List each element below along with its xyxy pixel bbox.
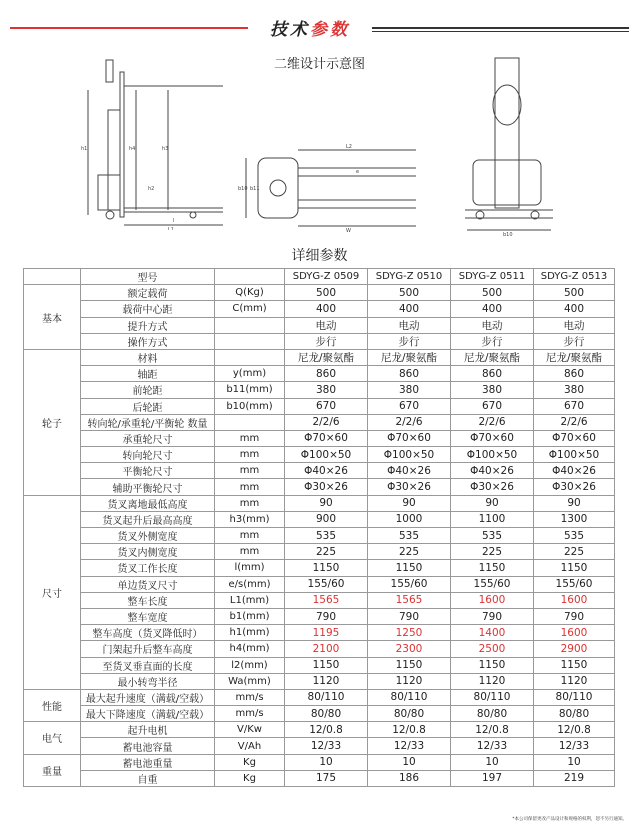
param-value: 步行 [451,333,534,349]
param-value: 90 [285,495,368,511]
param-value: 1150 [534,560,615,576]
param-unit: mm [215,495,285,511]
header-rule-left [10,27,248,29]
table-row [24,301,615,317]
param-unit: b11(mm) [215,382,285,398]
param-value: 2/2/6 [451,414,534,430]
param-value: Φ30×26 [534,479,615,495]
table-row [24,495,615,511]
param-unit: mm [215,544,285,560]
param-value: 186 [368,770,451,786]
param-value: 790 [368,608,451,624]
param-value: 12/33 [285,738,368,754]
dim-label: h1 [81,146,88,152]
param-value: 155/60 [368,576,451,592]
param-label: 货叉外侧宽度 [81,528,215,544]
table-row [24,754,615,770]
dim-label: l [173,218,175,224]
param-value: 90 [451,495,534,511]
table-row [24,625,615,641]
param-value: Φ100×50 [368,447,451,463]
param-value: 860 [451,366,534,382]
param-value: 1600 [451,592,534,608]
table-row [24,317,615,333]
param-unit: l(mm) [215,560,285,576]
table-row [24,366,615,382]
diagram-title: 二维设计示意图 [273,57,365,72]
header-rule-right [372,27,629,29]
param-value: 790 [285,608,368,624]
param-unit: mm [215,447,285,463]
param-value: 225 [285,544,368,560]
param-value: Φ100×50 [534,447,615,463]
param-value: 1250 [368,625,451,641]
dim-label: e [356,169,360,175]
param-label: 最大下降速度（满载/空载） [81,706,215,722]
param-unit: y(mm) [215,366,285,382]
param-label: 整车长度 [81,592,215,608]
param-unit: C(mm) [215,301,285,317]
param-unit [215,317,285,333]
param-value: 1400 [451,625,534,641]
param-value: 2/2/6 [285,414,368,430]
param-value: Φ70×60 [451,430,534,446]
param-value: 90 [534,495,615,511]
dim-label: b10 [503,232,513,238]
param-label: 最小转弯半径 [81,673,215,689]
param-unit: mm [215,528,285,544]
param-value: 80/80 [368,706,451,722]
param-label: 货叉起升后最高高度 [81,511,215,527]
param-value: 10 [285,754,368,770]
param-label: 转向轮/承重轮/平衡轮 数量 [81,414,215,430]
param-label: 整车宽度 [81,608,215,624]
param-value: Φ100×50 [285,447,368,463]
param-value: 1600 [534,625,615,641]
param-unit: mm/s [215,706,285,722]
param-value: 电动 [534,317,615,333]
param-value: 790 [534,608,615,624]
param-value: 1565 [285,592,368,608]
table-row [24,511,615,527]
param-value: 535 [451,528,534,544]
param-value: Φ100×50 [451,447,534,463]
param-label: 蓄电池容量 [81,738,215,754]
param-value: 12/0.8 [451,722,534,738]
param-unit: b10(mm) [215,398,285,414]
param-label: 前轮距 [81,382,215,398]
section-name: 轮子 [24,349,81,495]
param-value: 380 [285,382,368,398]
header-cell [215,269,285,285]
table-row [24,382,615,398]
dim-label: b11 [250,186,260,192]
param-value: 电动 [285,317,368,333]
front-view-drawing [455,50,565,238]
param-unit: b1(mm) [215,608,285,624]
param-label: 整车高度（货叉降低时） [81,625,215,641]
table-row [24,479,615,495]
param-unit: Q(Kg) [215,285,285,301]
param-value: 400 [451,301,534,317]
param-value: 步行 [534,333,615,349]
param-value: 175 [285,770,368,786]
param-value: Φ40×26 [368,463,451,479]
param-value: Φ40×26 [534,463,615,479]
param-value: 155/60 [451,576,534,592]
param-value: 电动 [368,317,451,333]
table-row [24,463,615,479]
param-value: 2100 [285,641,368,657]
param-label: 材料 [81,349,215,365]
dim-label: L2 [346,144,352,150]
table-row [24,608,615,624]
param-value: 1600 [534,592,615,608]
param-unit: mm/s [215,689,285,705]
param-value: Φ40×26 [285,463,368,479]
param-value: 1150 [451,657,534,673]
param-value: 155/60 [534,576,615,592]
param-value: 1150 [534,657,615,673]
param-value: 400 [534,301,615,317]
section-name: 性能 [24,689,81,721]
param-unit: V/Ah [215,738,285,754]
table-row [24,333,615,349]
param-value: 380 [368,382,451,398]
param-value: 860 [285,366,368,382]
table-row [24,430,615,446]
param-value: 790 [451,608,534,624]
param-value: 500 [368,285,451,301]
param-unit: mm [215,479,285,495]
param-label: 后轮距 [81,398,215,414]
param-value: 1150 [368,657,451,673]
table-row [24,544,615,560]
param-value: 1150 [451,560,534,576]
param-value: 225 [534,544,615,560]
param-value: 1195 [285,625,368,641]
table-row [24,576,615,592]
table-title: 详细参数 [291,248,348,264]
param-label: 最大起升速度（满载/空载） [81,689,215,705]
param-value: 1000 [368,511,451,527]
dim-label: h4 [129,146,136,152]
param-label: 提升方式 [81,317,215,333]
param-value: 90 [368,495,451,511]
param-label: 货叉离地最低高度 [81,495,215,511]
param-label: 门架起升后整车高度 [81,641,215,657]
param-unit: h1(mm) [215,625,285,641]
param-value: 12/0.8 [368,722,451,738]
param-value: 尼龙/聚氨酯 [285,349,368,365]
param-value: 2300 [368,641,451,657]
param-unit: mm [215,430,285,446]
table-row [24,641,615,657]
param-value: 535 [285,528,368,544]
param-label: 蓄电池重量 [81,754,215,770]
param-value: 80/80 [285,706,368,722]
footnote: *本公司保留更改产品设计和规格的权利，恕不另行通知。 [512,817,627,822]
param-label: 起升电机 [81,722,215,738]
param-value: 2/2/6 [534,414,615,430]
param-value: Φ70×60 [368,430,451,446]
table-row [24,738,615,754]
param-value: 2/2/6 [368,414,451,430]
header-cell: 型号 [81,269,215,285]
param-value: 670 [285,398,368,414]
param-value: 12/0.8 [285,722,368,738]
param-value: 80/110 [285,689,368,705]
header-cell: SDYG-Z 0510 [368,269,451,285]
param-label: 承重轮尺寸 [81,430,215,446]
param-value: 860 [368,366,451,382]
table-row [24,285,615,301]
param-label: 辅助平衡轮尺寸 [81,479,215,495]
param-unit: h3(mm) [215,511,285,527]
dim-label: W [346,228,351,234]
param-value: 535 [368,528,451,544]
param-value: 1100 [451,511,534,527]
dim-label: h3 [162,146,169,152]
param-value: 80/80 [451,706,534,722]
header-rule-right-thin [372,31,629,32]
param-value: 1120 [534,673,615,689]
param-value: Φ30×26 [285,479,368,495]
header-cell: SDYG-Z 0513 [534,269,615,285]
param-value: 1150 [285,657,368,673]
param-value: 219 [534,770,615,786]
param-label: 单边货叉尺寸 [81,576,215,592]
param-value: 80/110 [534,689,615,705]
param-unit: L1(mm) [215,592,285,608]
param-unit: mm [215,463,285,479]
param-value: 80/110 [451,689,534,705]
param-value: 10 [534,754,615,770]
table-row [24,398,615,414]
param-label: 转向轮尺寸 [81,447,215,463]
section-name: 尺寸 [24,495,81,689]
param-value: 步行 [368,333,451,349]
param-value: 步行 [285,333,368,349]
param-value: 80/80 [534,706,615,722]
param-unit: V/Kw [215,722,285,738]
param-label: 货叉内侧宽度 [81,544,215,560]
param-label: 至货叉垂直面的长度 [81,657,215,673]
param-value: 电动 [451,317,534,333]
param-value: 380 [534,382,615,398]
header-cell [24,269,81,285]
param-value: 2500 [451,641,534,657]
param-label: 货叉工作长度 [81,560,215,576]
dim-label: b10 [238,186,248,192]
param-value: 500 [534,285,615,301]
param-value: 80/110 [368,689,451,705]
param-value: 400 [368,301,451,317]
param-value: 尼龙/聚氨酯 [368,349,451,365]
param-unit: Kg [215,770,285,786]
param-value: 2900 [534,641,615,657]
param-value: 尼龙/聚氨酯 [451,349,534,365]
param-value: 12/33 [534,738,615,754]
param-unit [215,333,285,349]
spec-table [23,268,615,787]
side-view-drawing [78,50,243,230]
param-value: Φ30×26 [368,479,451,495]
param-unit: e/s(mm) [215,576,285,592]
param-label: 平衡轮尺寸 [81,463,215,479]
section-header [0,0,639,56]
param-value: Φ70×60 [534,430,615,446]
param-label: 载荷中心距 [81,301,215,317]
top-view-drawing [236,140,426,235]
param-value: 1150 [285,560,368,576]
param-value: 10 [368,754,451,770]
param-unit: h4(mm) [215,641,285,657]
table-row [24,447,615,463]
table-row [24,592,615,608]
param-value: 900 [285,511,368,527]
section-name: 基本 [24,285,81,350]
param-label: 轴距 [81,366,215,382]
param-value: 12/0.8 [534,722,615,738]
param-value: 1120 [285,673,368,689]
param-value: 1300 [534,511,615,527]
table-header-row [24,269,615,285]
param-value: 12/33 [451,738,534,754]
param-value: 12/33 [368,738,451,754]
param-value: Φ40×26 [451,463,534,479]
section-name: 电气 [24,722,81,754]
param-value: 1120 [368,673,451,689]
dim-label: h2 [148,186,155,192]
table-row [24,673,615,689]
param-value: 1150 [368,560,451,576]
param-value: 670 [534,398,615,414]
param-value: Φ70×60 [285,430,368,446]
param-value: 155/60 [285,576,368,592]
param-value: 670 [368,398,451,414]
section-title: 技术参数 [270,20,350,40]
table-row [24,560,615,576]
param-value: 225 [451,544,534,560]
param-unit: l2(mm) [215,657,285,673]
table-row [24,770,615,786]
param-unit [215,349,285,365]
param-value: 197 [451,770,534,786]
table-row [24,414,615,430]
param-value: 860 [534,366,615,382]
header-cell: SDYG-Z 0511 [451,269,534,285]
section-name: 重量 [24,754,81,786]
param-value: 670 [451,398,534,414]
param-value: 10 [451,754,534,770]
param-label: 自重 [81,770,215,786]
param-value: Φ30×26 [451,479,534,495]
param-label: 额定载荷 [81,285,215,301]
dim-label: L1 [168,227,174,230]
table-row [24,528,615,544]
param-value: 尼龙/聚氨酯 [534,349,615,365]
header-cell: SDYG-Z 0509 [285,269,368,285]
param-value: 400 [285,301,368,317]
param-unit: Wa(mm) [215,673,285,689]
param-value: 500 [285,285,368,301]
param-value: 500 [451,285,534,301]
table-row [24,689,615,705]
param-value: 535 [534,528,615,544]
param-value: 380 [451,382,534,398]
table-row [24,722,615,738]
param-value: 1120 [451,673,534,689]
param-value: 1565 [368,592,451,608]
param-label: 操作方式 [81,333,215,349]
table-row [24,349,615,365]
param-value: 225 [368,544,451,560]
table-row [24,706,615,722]
table-row [24,657,615,673]
param-unit: Kg [215,754,285,770]
param-unit [215,414,285,430]
